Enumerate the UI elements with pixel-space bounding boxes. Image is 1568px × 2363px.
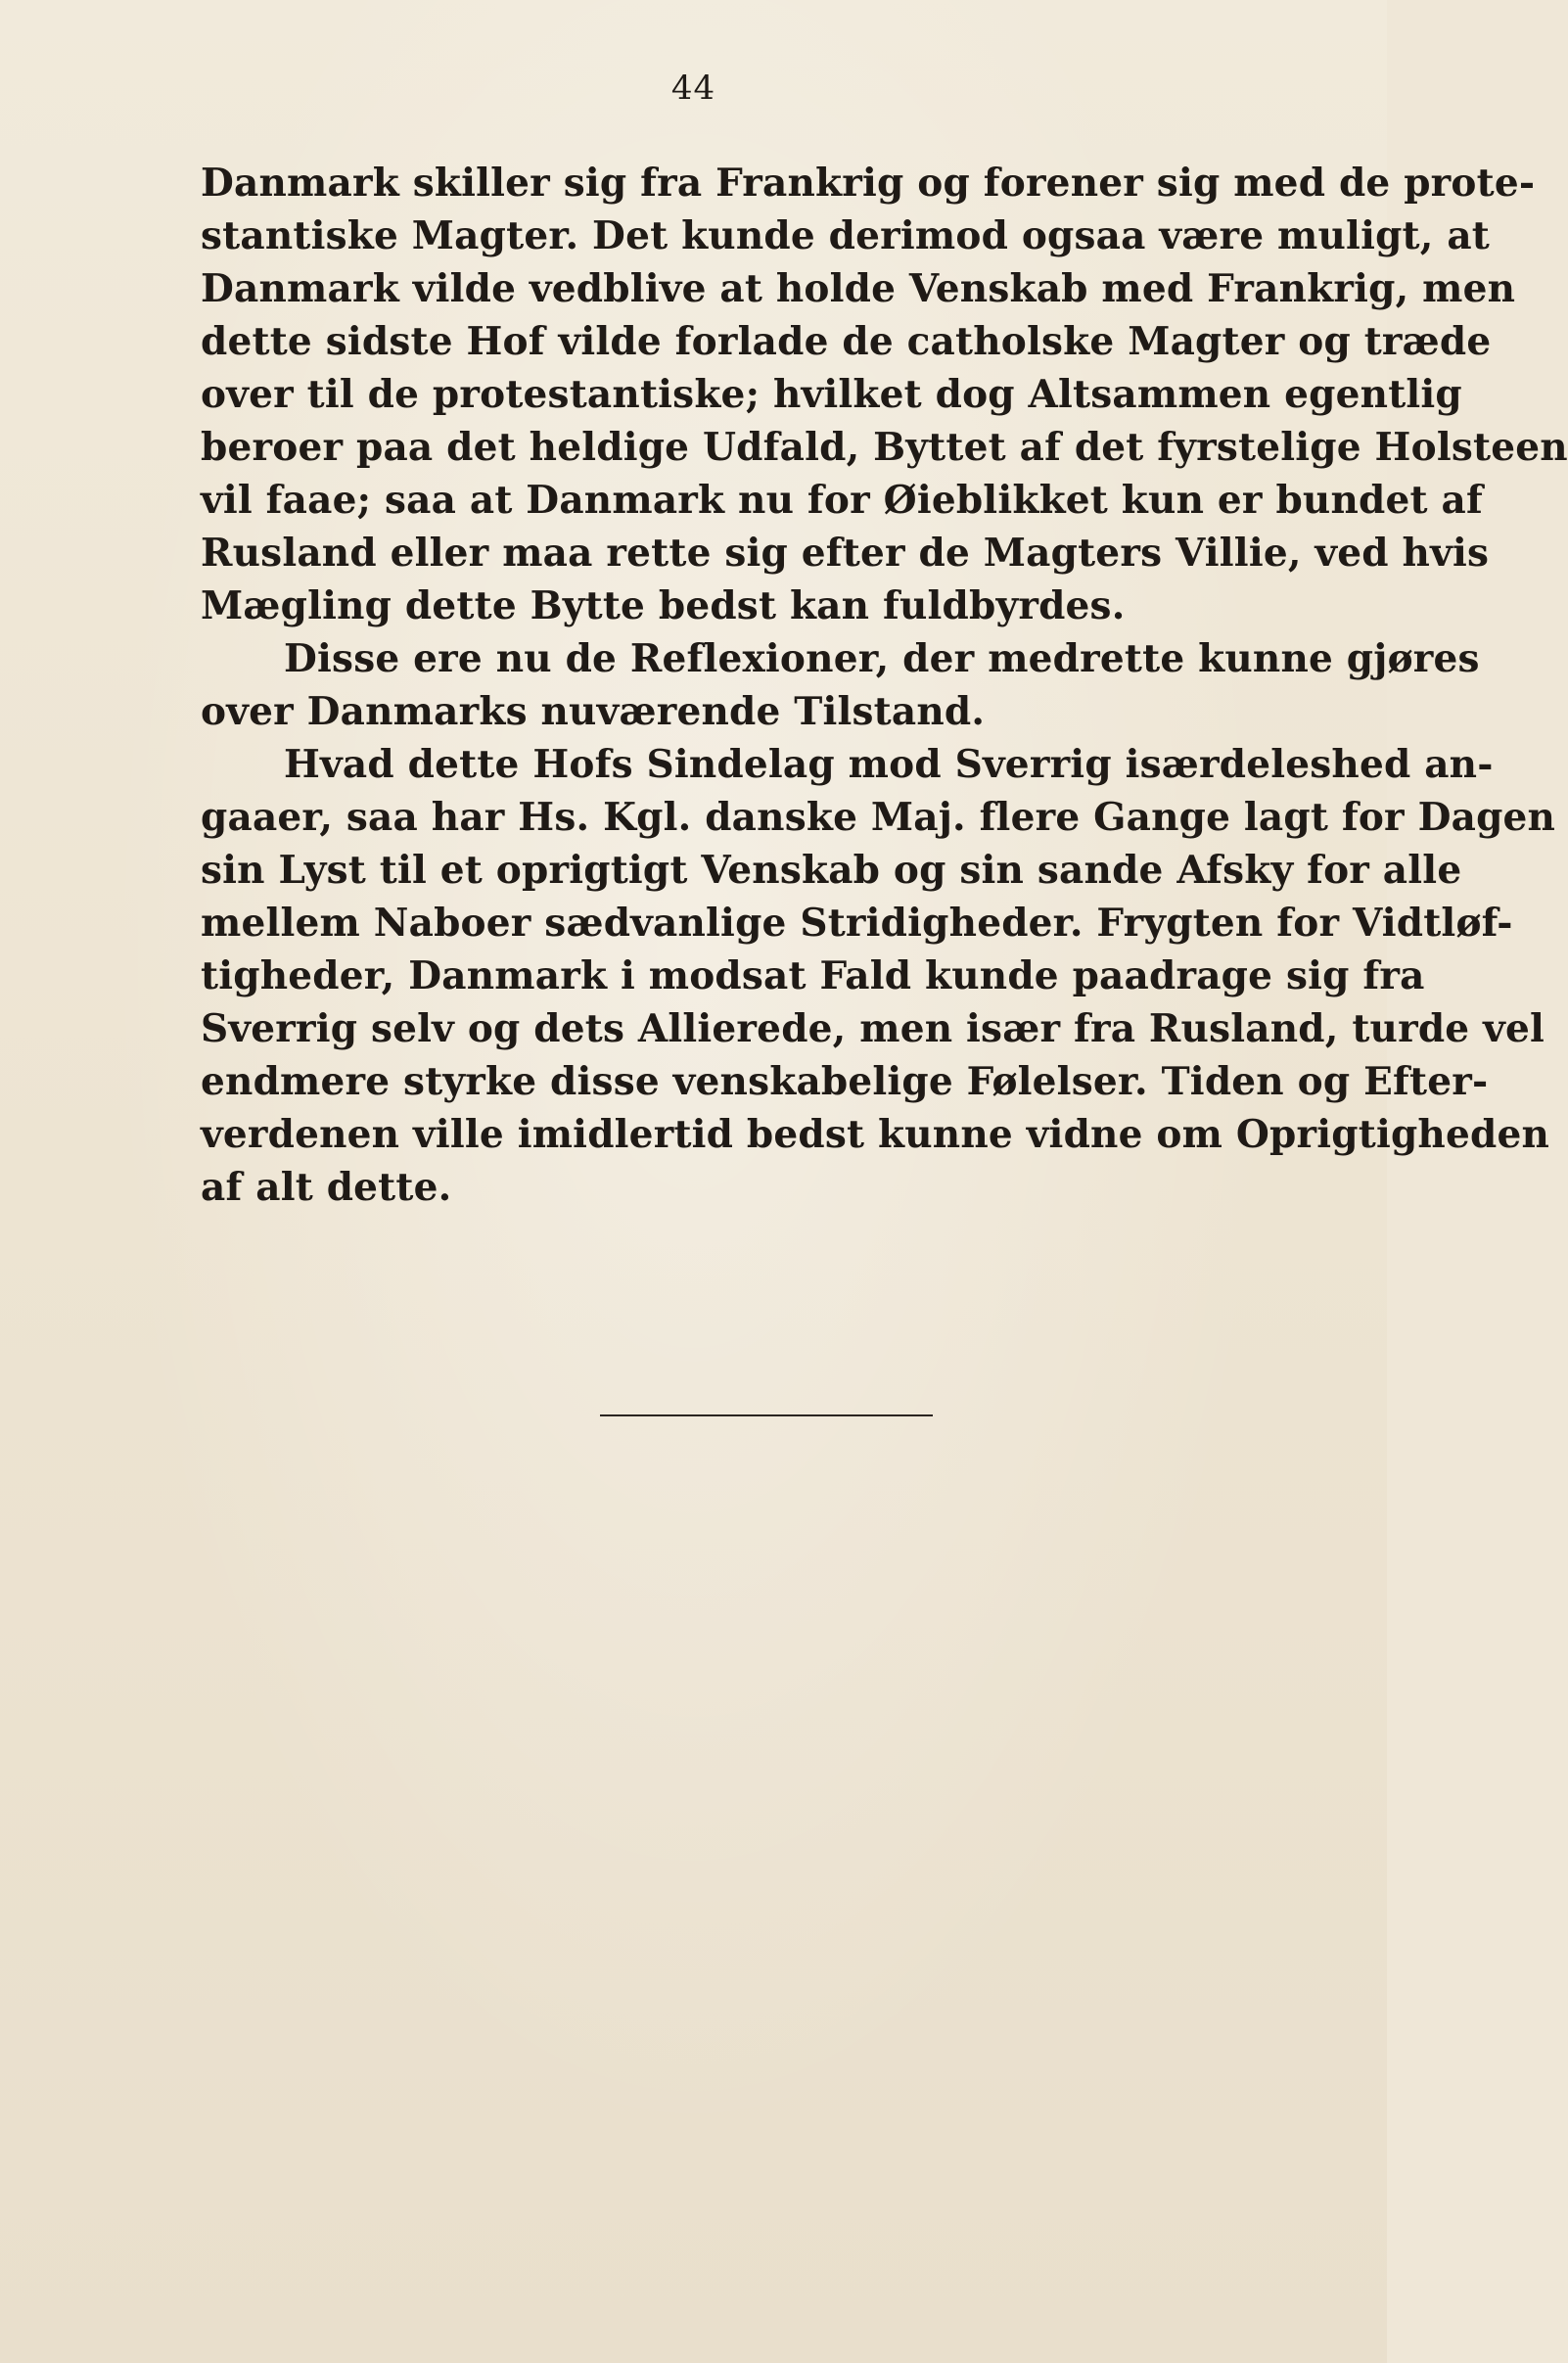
text-line: sin Lyst til et oprigtigt Venskab og sin sande Afsky for alle (201, 848, 1462, 893)
text-line: mellem Naboer sædvanlige Stridigheder. Frygten for Vidtløf- (201, 901, 1513, 946)
section-divider (600, 1414, 933, 1416)
text-line: verdenen ville imidlertid bedst kunne vidne om Oprigtigheden (201, 1112, 1550, 1157)
text-line: af alt dette. (201, 1165, 452, 1210)
text-line: Mægling dette Bytte bedst kan fuldbyrdes. (201, 583, 1126, 628)
text-line: Rusland eller maa rette sig efter de Magters Villie, ved hvis (201, 531, 1490, 576)
text-line: Disse ere nu de Reflexioner, der medrette kunne gjøres (284, 636, 1480, 681)
text-line: vil faae; saa at Danmark nu for Øieblikket kun er bundet af (201, 478, 1483, 523)
text-line: gaaer, saa har Hs. Kgl. danske Maj. flere Gange lagt for Dagen (201, 795, 1556, 840)
text-line: endmere styrke disse venskabelige Følelser. Tiden og Efter- (201, 1059, 1489, 1104)
page-number: 44 (670, 69, 716, 108)
text-line: over til de protestantiske; hvilket dog Altsammen egentlig (201, 372, 1462, 417)
text-line: dette sidste Hof vilde forlade de catholske Magter og træde (201, 319, 1492, 364)
text-line: Danmark vilde vedblive at holde Venskab med Frankrig, men (201, 266, 1516, 311)
text-line: tigheder, Danmark i modsat Fald kunde paadrage sig fra (201, 953, 1425, 998)
text-line: over Danmarks nuværende Tilstand. (201, 689, 986, 734)
text-line: Danmark skiller sig fra Frankrig og forener sig med de prote- (201, 161, 1536, 206)
text-line: stantiske Magter. Det kunde derimod ogsaa være muligt, at (201, 213, 1491, 258)
text-line: Sverrig selv og dets Allierede, men især fra Rusland, turde vel (201, 1006, 1545, 1051)
body-text (201, 157, 1568, 1214)
text-line: Hvad dette Hofs Sindelag mod Sverrig isærdeleshed an- (284, 742, 1494, 787)
text-line: beroer paa det heldige Udfald, Byttet af det fyrstelige Holsteen (201, 425, 1568, 470)
